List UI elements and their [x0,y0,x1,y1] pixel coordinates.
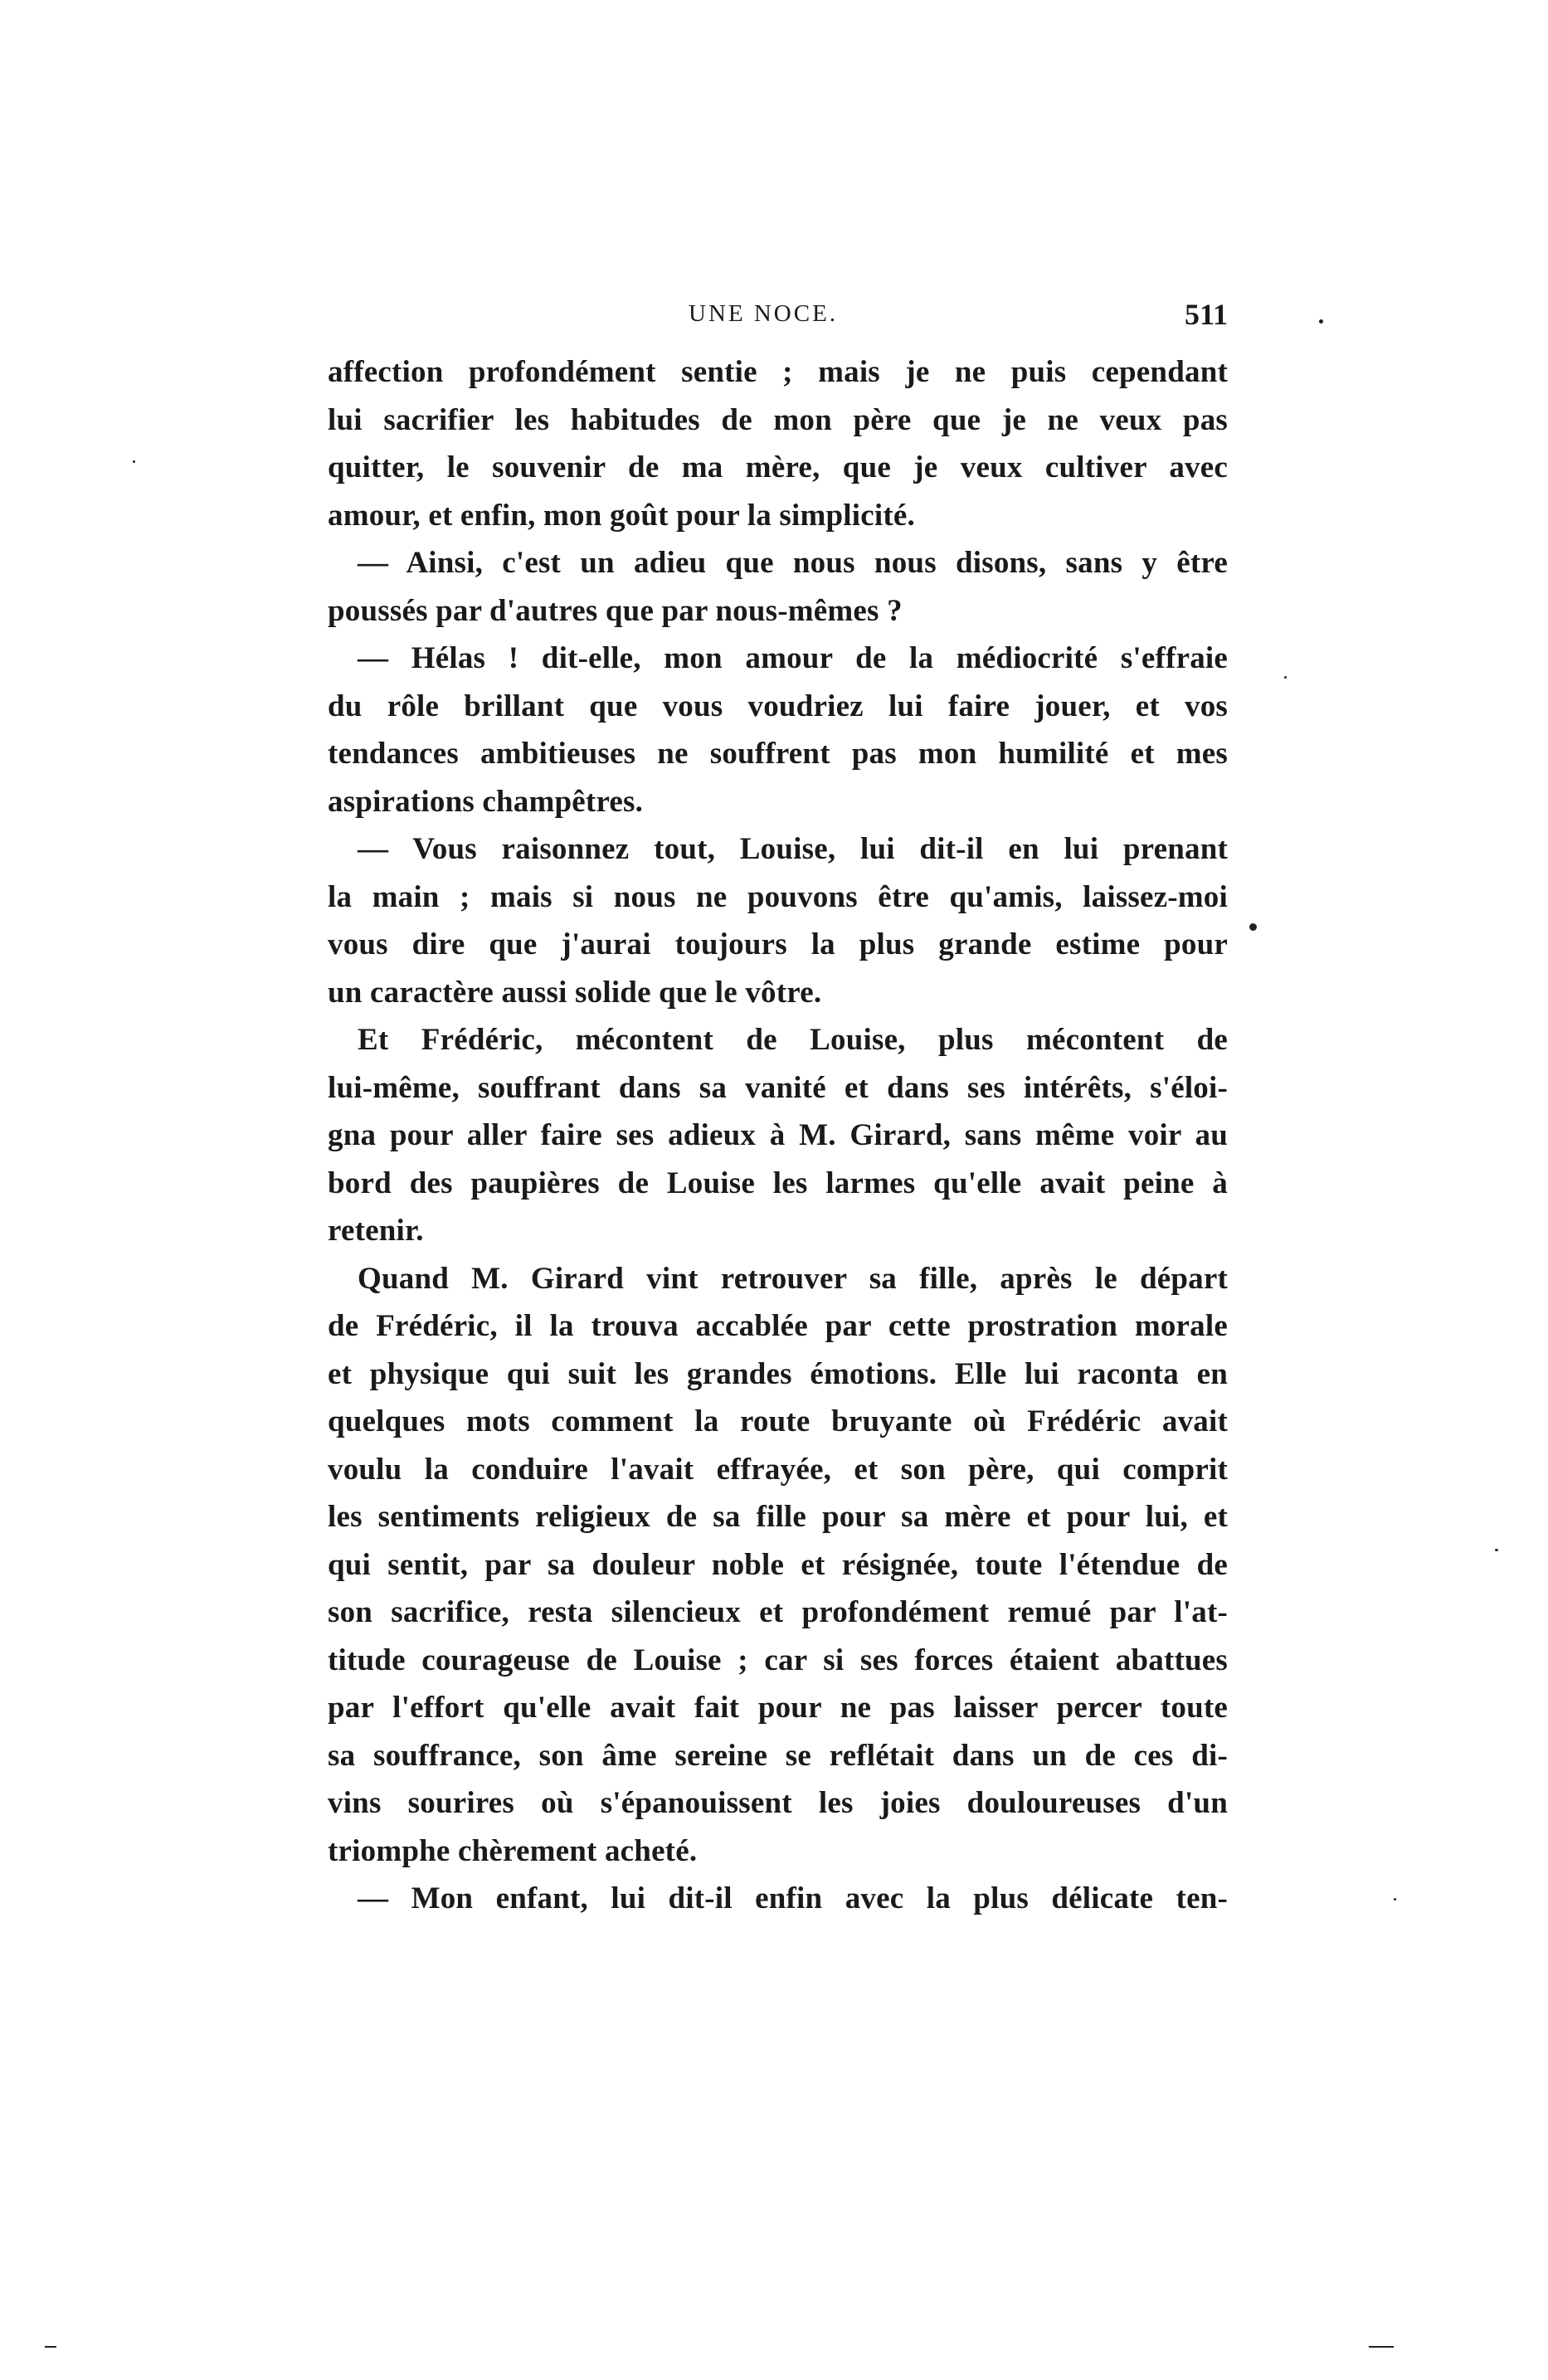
running-head [324,300,1228,342]
text-line: de Frédéric, il la trouva accablée par cette prostration morale [328,1309,1228,1343]
text-line: et physique qui suit les grandes émotions. Elle lui raconta en [328,1356,1228,1391]
text-line: Et Frédéric, mécontent de Louise, plus mécontent de [358,1023,1228,1057]
text-line: vous dire que j'aurai toujours la plus grande estime pour [328,927,1228,961]
text-line: vins sourires où s'épanouissent les joies douloureuses d'un [328,1786,1228,1820]
text-line: — Hélas ! dit-elle, mon amour de la médiocrité s'effraie [358,641,1228,675]
text-line: quelques mots comment la route bruyante où Frédéric avait [328,1404,1228,1438]
scan-speck [1319,319,1323,324]
text-line: lui-même, souffrant dans sa vanité et dans ses intérêts, s'éloi- [328,1070,1228,1105]
text-line: par l'effort qu'elle avait fait pour ne pas laisser percer toute [328,1691,1228,1725]
text-line: un caractère aussi solide que le vôtre. [328,975,822,1010]
text-line: gna pour aller faire ses adieux à M. Girard, sans même voir au [328,1118,1228,1152]
scan-speck [1369,2346,1394,2348]
text-line: qui sentit, par sa douleur noble et résignée, toute l'étendue de [328,1547,1228,1582]
text-line: aspirations champêtres. [328,784,644,819]
text-line: voulu la conduire l'avait effrayée, et son père, qui comprit [328,1452,1228,1487]
text-line: Quand M. Girard vint retrouver sa fille, après le départ [358,1261,1228,1296]
text-line: sa souffrance, son âme sereine se reflétait dans un de ces di- [328,1738,1228,1773]
text-line: la main ; mais si nous ne pouvons être qu'amis, laissez-moi [328,879,1228,914]
text-line: amour, et enfin, mon goût pour la simplicité. [328,498,915,533]
text-line: — Vous raisonnez tout, Louise, lui dit-il en lui prenant [358,832,1228,866]
text-line: poussés par d'autres que par nous-mêmes ? [328,593,903,628]
text-line: son sacrifice, resta silencieux et profondément remué par l'at- [328,1595,1228,1629]
running-title: UNE NOCE. [689,300,839,327]
text-line: du rôle brillant que vous voudriez lui faire jouer, et vos [328,689,1228,723]
text-line: tendances ambitieuses ne souffrent pas mon humilité et mes [328,737,1228,771]
text-line: les sentiments religieux de sa fille pour sa mère et pour lui, et [328,1500,1228,1534]
text-line: lui sacrifier les habitudes de mon père que je ne veux pas [328,402,1228,437]
text-line: — Ainsi, c'est un adieu que nous nous disons, sans y être [358,546,1228,580]
scan-speck [133,460,135,463]
text-line: titude courageuse de Louise ; car si ses forces étaient abattues [328,1643,1228,1677]
text-line: retenir. [328,1214,424,1248]
scan-speck [1249,923,1257,931]
text-line: bord des paupières de Louise les larmes qu'elle avait peine à [328,1166,1228,1200]
page-number: 511 [1184,298,1228,331]
scan-speck [45,2346,56,2348]
scan-speck [1284,676,1287,679]
scan-speck [1394,1898,1396,1901]
scan-speck [1495,1549,1498,1551]
body-text [328,348,1228,1923]
text-line: quitter, le souvenir de ma mère, que je veux cultiver avec [328,450,1228,484]
text-line: — Mon enfant, lui dit-il enfin avec la plus délicate ten- [358,1881,1228,1915]
text-line: affection profondément sentie ; mais je ne puis cependant [328,355,1228,389]
text-line: triomphe chèrement acheté. [328,1833,698,1868]
